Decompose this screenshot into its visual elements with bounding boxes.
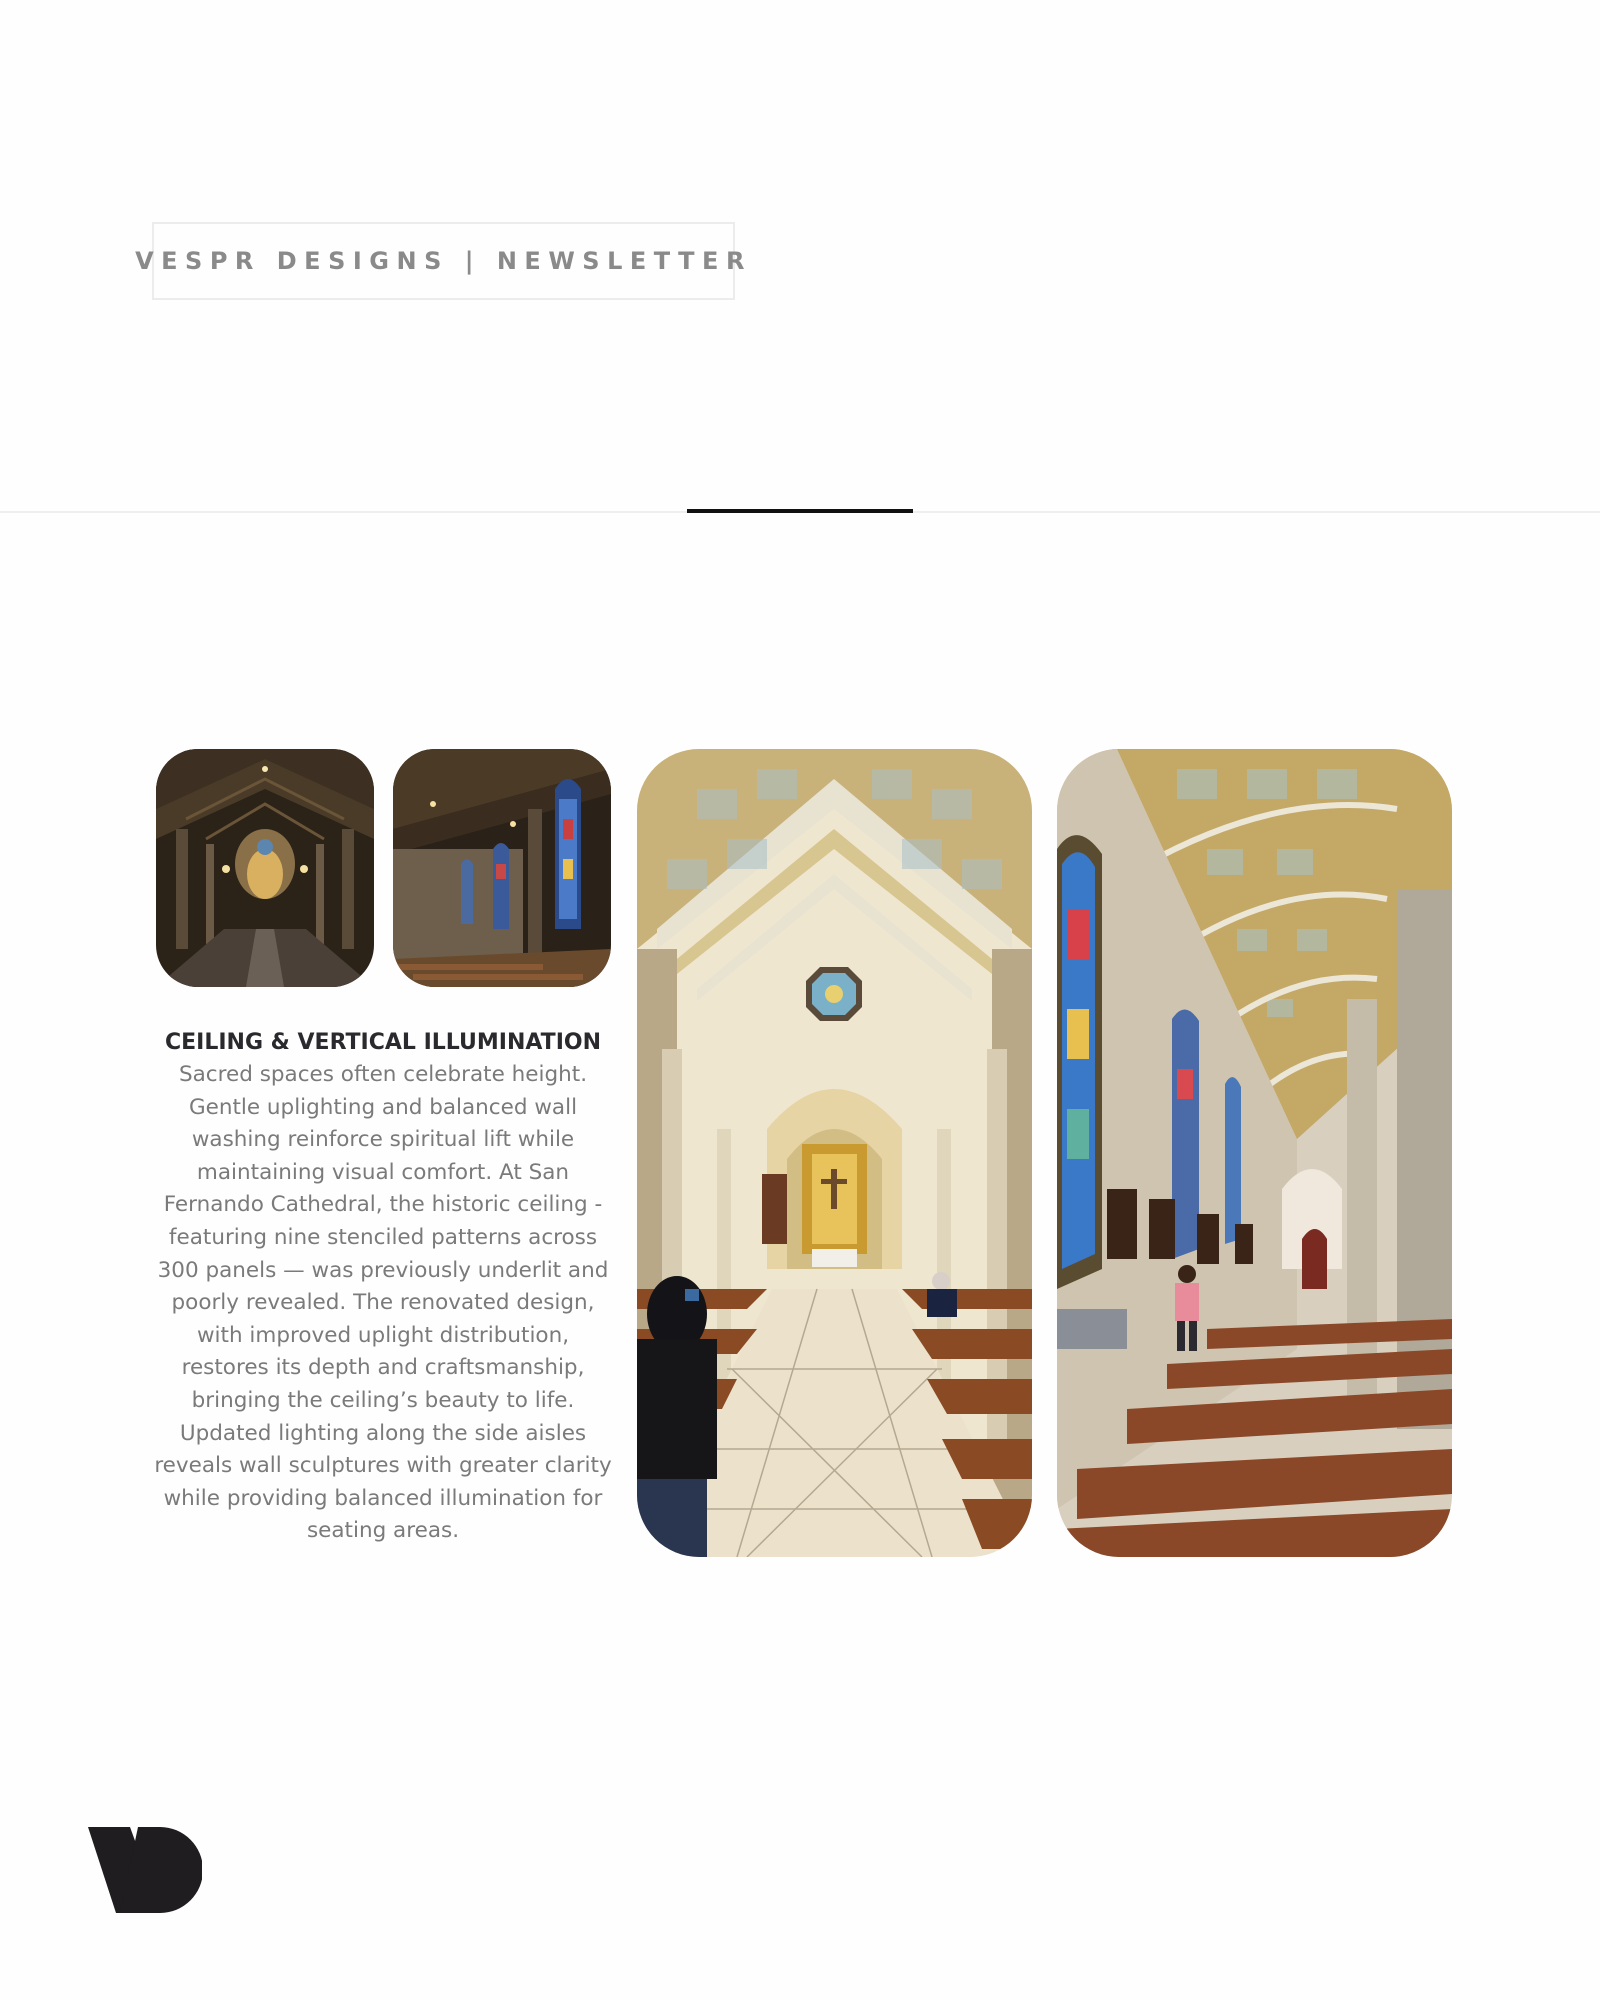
cathedral-side-aisle-photo [1057,749,1452,1557]
cathedral-central-nave-photo [637,749,1032,1557]
article-title: CEILING & VERTICAL ILLUMINATION [164,1030,601,1056]
cathedral-side-aisle-night-photo [393,749,611,987]
header-badge-text: VESPR DESIGNS | NEWSLETTER [135,247,752,275]
newsletter-header-badge [135,222,752,300]
vespr-logo [88,1827,202,1913]
section-divider-accent [687,509,913,513]
cathedral-nave-night-photo [156,749,374,987]
article-body: Sacred spaces often celebrate height. Gentle uplighting and balanced wall washing reinforce spiritual lift while maintaining visual comfort. At San Fernando Cathedral, the historic ceiling - featuring nine stenciled patterns across 300 panels — was previously underlit and poorly revealed. The renovated design, with improved uplight distribution, restores its depth and craftsmanship, bringing the ceiling’s beauty to life. Updated lighting along the side aisles reveals wall sculptures with greater clarity while providing balanced illumination for seating areas. [154,1062,612,1544]
